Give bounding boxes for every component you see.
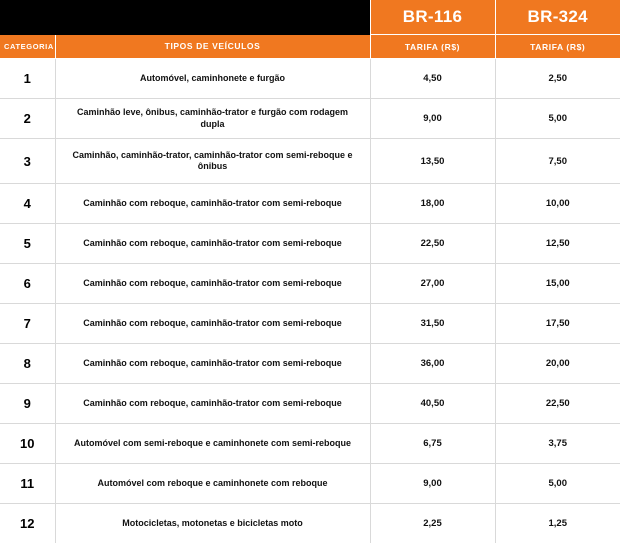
cell-tariff-br116: 9,00 xyxy=(370,464,495,504)
table-row xyxy=(0,184,620,224)
cell-category: 5 xyxy=(0,224,55,264)
header-blank-cell xyxy=(0,0,370,35)
cell-category: 7 xyxy=(0,304,55,344)
header-row-columns xyxy=(0,35,620,59)
cell-tariff-br324: 22,50 xyxy=(495,384,620,424)
table-row xyxy=(0,464,620,504)
header-highway-br116: BR-116 xyxy=(370,0,495,35)
cell-category: 10 xyxy=(0,424,55,464)
cell-vehicle-types: Caminhão com reboque, caminhão-trator com semi-reboque xyxy=(55,224,370,264)
cell-tariff-br324: 5,00 xyxy=(495,464,620,504)
cell-vehicle-types: Caminhão leve, ônibus, caminhão-trator e furgão com rodagem dupla xyxy=(55,99,370,139)
cell-vehicle-types: Motocicletas, motonetas e bicicletas moto xyxy=(55,504,370,543)
cell-tariff-br324: 20,00 xyxy=(495,344,620,384)
cell-tariff-br116: 18,00 xyxy=(370,184,495,224)
cell-tariff-br116: 36,00 xyxy=(370,344,495,384)
cell-tariff-br324: 3,75 xyxy=(495,424,620,464)
cell-tariff-br116: 6,75 xyxy=(370,424,495,464)
table-row xyxy=(0,59,620,99)
cell-category: 9 xyxy=(0,384,55,424)
cell-vehicle-types: Caminhão com reboque, caminhão-trator com semi-reboque xyxy=(55,344,370,384)
cell-tariff-br324: 15,00 xyxy=(495,264,620,304)
table-body xyxy=(0,59,620,543)
cell-tariff-br116: 13,50 xyxy=(370,139,495,184)
cell-tariff-br116: 22,50 xyxy=(370,224,495,264)
cell-vehicle-types: Automóvel, caminhonete e furgão xyxy=(55,59,370,99)
cell-category: 2 xyxy=(0,99,55,139)
table-row xyxy=(0,304,620,344)
cell-category: 11 xyxy=(0,464,55,504)
table-row xyxy=(0,99,620,139)
cell-vehicle-types: Automóvel com reboque e caminhonete com reboque xyxy=(55,464,370,504)
cell-vehicle-types: Caminhão com reboque, caminhão-trator com semi-reboque xyxy=(55,384,370,424)
table-header xyxy=(0,0,620,59)
header-row-highways xyxy=(0,0,620,35)
table-row xyxy=(0,384,620,424)
cell-tariff-br116: 40,50 xyxy=(370,384,495,424)
cell-tariff-br116: 27,00 xyxy=(370,264,495,304)
table-row xyxy=(0,424,620,464)
cell-vehicle-types: Caminhão, caminhão-trator, caminhão-trator com semi-reboque e ônibus xyxy=(55,139,370,184)
cell-tariff-br324: 2,50 xyxy=(495,59,620,99)
cell-tariff-br324: 12,50 xyxy=(495,224,620,264)
table-row xyxy=(0,139,620,184)
header-category: CATEGORIA xyxy=(0,35,55,59)
cell-category: 12 xyxy=(0,504,55,543)
cell-category: 1 xyxy=(0,59,55,99)
cell-tariff-br324: 1,25 xyxy=(495,504,620,543)
cell-category: 4 xyxy=(0,184,55,224)
cell-vehicle-types: Caminhão com reboque, caminhão-trator com semi-reboque xyxy=(55,304,370,344)
cell-tariff-br116: 9,00 xyxy=(370,99,495,139)
header-vehicle-types: TIPOS DE VEÍCULOS xyxy=(55,35,370,59)
cell-category: 8 xyxy=(0,344,55,384)
header-tariff-br116: TARIFA (R$) xyxy=(370,35,495,59)
table-row xyxy=(0,504,620,543)
cell-vehicle-types: Caminhão com reboque, caminhão-trator com semi-reboque xyxy=(55,184,370,224)
cell-category: 6 xyxy=(0,264,55,304)
cell-tariff-br324: 10,00 xyxy=(495,184,620,224)
cell-tariff-br324: 17,50 xyxy=(495,304,620,344)
cell-tariff-br116: 2,25 xyxy=(370,504,495,543)
table-row xyxy=(0,264,620,304)
cell-tariff-br116: 4,50 xyxy=(370,59,495,99)
cell-vehicle-types: Automóvel com semi-reboque e caminhonete com semi-reboque xyxy=(55,424,370,464)
cell-tariff-br324: 7,50 xyxy=(495,139,620,184)
cell-tariff-br324: 5,00 xyxy=(495,99,620,139)
cell-tariff-br116: 31,50 xyxy=(370,304,495,344)
table-row xyxy=(0,224,620,264)
table-row xyxy=(0,344,620,384)
header-tariff-br324: TARIFA (R$) xyxy=(495,35,620,59)
cell-vehicle-types: Caminhão com reboque, caminhão-trator com semi-reboque xyxy=(55,264,370,304)
cell-category: 3 xyxy=(0,139,55,184)
header-highway-br324: BR-324 xyxy=(495,0,620,35)
